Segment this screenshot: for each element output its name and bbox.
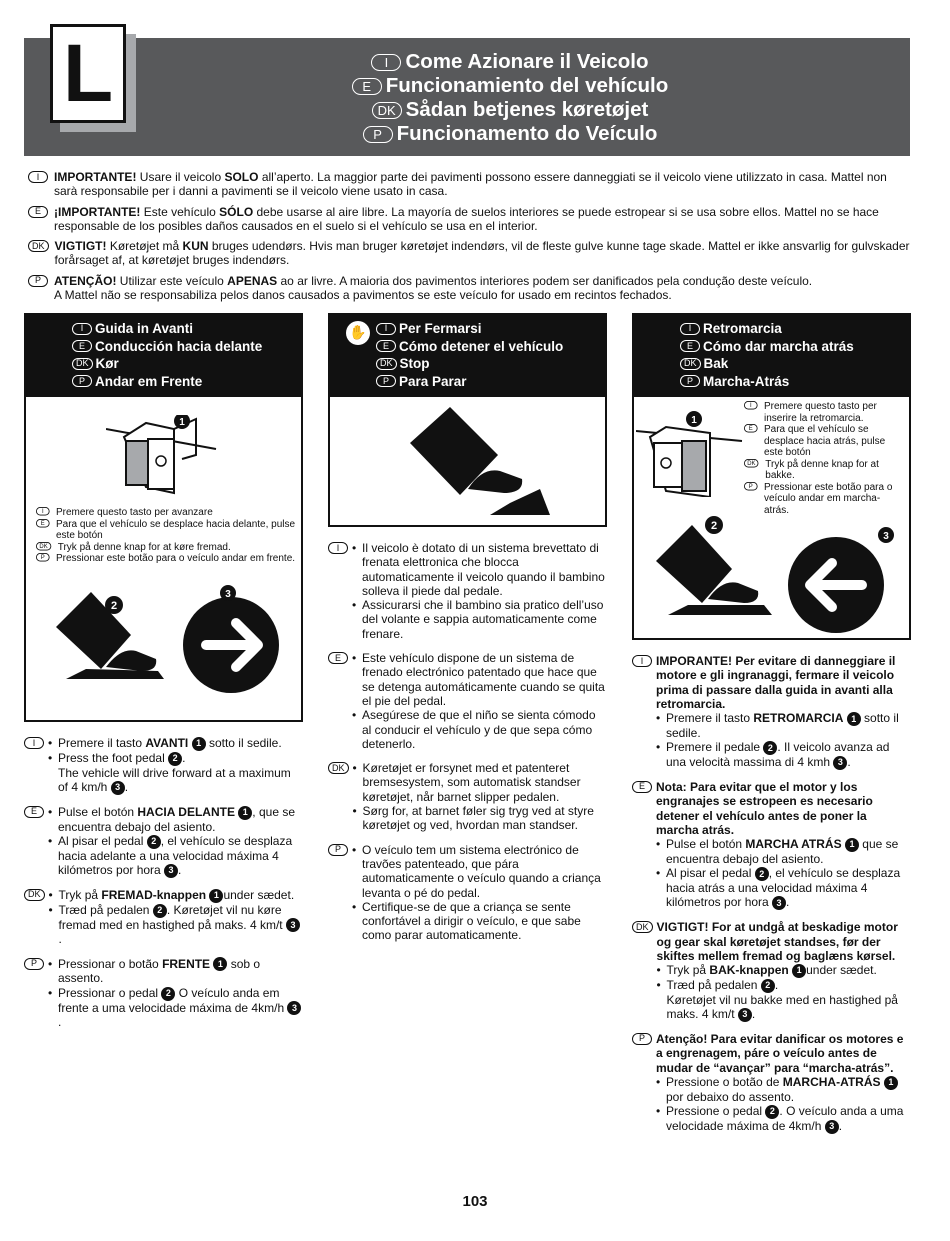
- caption-item: [744, 424, 904, 459]
- title-text: Funcionamiento del vehículo: [385, 74, 669, 97]
- emphasis-text: ATENÇÃO!: [54, 273, 117, 288]
- lang-badge: P: [36, 553, 50, 562]
- emphasis-text: MARCHA ATRÁS: [745, 837, 842, 852]
- instruction-list: [656, 711, 911, 770]
- instruction-block: [328, 651, 607, 751]
- heading-text: Andar em Frente: [95, 373, 203, 389]
- emphasis-text: FRENTE: [162, 956, 211, 971]
- pedal-icon: [400, 403, 560, 521]
- column-forward: [24, 313, 303, 1040]
- emphasis-text: APENAS: [227, 273, 278, 288]
- instruction-list: [657, 963, 911, 1022]
- emphasis-text: VIGTIGT!: [54, 239, 107, 254]
- lang-badge: E: [24, 806, 44, 818]
- step-number-icon: 1: [884, 1076, 898, 1090]
- lang-badge: E: [744, 424, 758, 433]
- lang-badge: DK: [36, 542, 51, 551]
- title-row: [300, 50, 720, 74]
- instruction-block: [632, 1032, 911, 1134]
- lang-badge: E: [376, 340, 396, 352]
- step-number-icon: 2: [161, 987, 175, 1001]
- lang-badge: I: [680, 323, 700, 335]
- step-number-icon: 3: [772, 896, 786, 910]
- instruction-content: [352, 541, 607, 641]
- instruction-block: [24, 957, 303, 1030]
- instruction-item: • Premere il tasto RETROMARCIA 1 sotto il sedile.: [656, 711, 911, 740]
- step-number-icon: 1: [213, 957, 227, 971]
- emphasis-text: AVANTI: [145, 736, 189, 750]
- instruction-item: • Pressione o botão de MARCHA-ATRÁS 1 por debaixo do assento.: [656, 1075, 911, 1104]
- instruction-content: [352, 843, 607, 943]
- column-heading: [328, 313, 607, 397]
- instruction-item: • Pressionar o pedal 2 O veículo anda em frente a uma velocidade máxima de 4km/h 3.: [48, 986, 303, 1030]
- svg-text:1: 1: [691, 415, 697, 426]
- lang-badge: E: [36, 519, 50, 528]
- lang-badge: DK: [680, 358, 701, 370]
- step-number-icon: 3: [833, 756, 847, 770]
- instruction-item: • Il veicolo è dotato di un sistema brevettato di frenata elettronica che blocca automaticamente il veicolo quando il bambino solleva il piede dal pedale.: [352, 541, 607, 598]
- caption-item: [744, 482, 904, 517]
- instruction-lead: VIGTIGT! For at undgå at beskadige motor og gear skal køretøjet standses, før der skiftes mellem fremad og baglæns kørsel.: [656, 920, 898, 963]
- hand-stop-icon: ✋: [346, 321, 370, 345]
- instruction-item: • Assicurarsi che il bambino sia pratico dell’uso del volante e sappia automaticamente come frenare.: [352, 598, 607, 641]
- warning-text: IMPORTANTE! Usare il veicolo SOLO all’aperto. La maggior parte dei pavimenti possono essere danneggiati se il veicolo viene utilizzato in casa. Mattel non sarà responsabile per i danni a pavimenti se il veicolo viene usato in casa.: [54, 170, 887, 199]
- instruction-list: [352, 541, 607, 641]
- heading-text: Conducción hacia delante: [95, 338, 263, 354]
- instruction-content: [656, 654, 911, 770]
- warning-text: VIGTIGT! Køretøjet må KUN bruges udendørs. Hvis man bruger køretøjet indendørs, vil de fleste gulve kunne tage skade. Mattel er ikke ansvarlig for gulvskader forårsaget af, at køretøjet bruges indendørs.: [54, 239, 910, 268]
- title-row: [300, 122, 720, 146]
- step-number-icon: 2: [168, 752, 182, 766]
- lang-badge: E: [28, 206, 48, 218]
- heading-row: [376, 355, 607, 373]
- lang-badge: I: [744, 401, 758, 410]
- instruction-item: • Køretøjet er forsynet med et patenteret bremsesystem, som automatisk standser køretøjet, når barnet slipper pedalen.: [353, 761, 607, 804]
- instruction-item: • Al pisar el pedal 2 , el vehículo se desplaza hacia adelante a una velocidad máxima 4 kilómetros por hora 3 .: [48, 834, 303, 878]
- lang-badge: DK: [744, 459, 759, 468]
- stop-instructions: [328, 541, 607, 943]
- instruction-content: [48, 957, 303, 1030]
- instruction-item: • Certifique-se de que a criança se sente confortável a dirigir o veículo, e que sabe como parar automaticamente.: [352, 900, 607, 943]
- reverse-illustration: [632, 397, 911, 640]
- emphasis-text: SÓLO: [219, 204, 254, 219]
- instruction-item: • Pulse el botón HACIA DELANTE 1 , que se encuentra debajo del asiento.: [48, 805, 303, 834]
- reverse-instructions: [632, 654, 911, 1134]
- caption-text: Pressionar este botão para o veículo andar em marcha-atrás.: [764, 481, 893, 516]
- heading-row: [680, 320, 911, 338]
- instruction-list: [656, 1075, 911, 1134]
- instruction-item: • Pressionar o botão FRENTE 1 sob o assento.: [48, 957, 303, 986]
- step-number-icon: 2: [763, 741, 777, 755]
- instruction-item: • Asegúrese de que el niño se sienta cómodo al conducir el vehículo y de que sepa cómo detenerlo.: [352, 708, 607, 751]
- lang-badge: DK: [632, 921, 653, 933]
- instruction-content: [353, 761, 607, 832]
- emphasis-text: KUN: [182, 239, 209, 254]
- lang-badge: I: [632, 655, 652, 667]
- lang-badge: E: [72, 340, 92, 352]
- column-stop: [328, 313, 607, 953]
- lang-badge: I: [28, 171, 48, 183]
- caption-item: [36, 542, 296, 554]
- instruction-item: • O veículo tem um sistema electrónico de travões patenteado, que pára automaticamente o veículo quando a criança levanta o pé do pedal.: [352, 843, 607, 900]
- svg-text:2: 2: [110, 600, 118, 612]
- lang-badge: I: [24, 737, 44, 749]
- heading-text: Cómo detener el vehículo: [399, 338, 564, 354]
- instruction-block: [24, 736, 303, 795]
- instruction-list: [352, 843, 607, 943]
- caption-text: Premere questo tasto per avanzare: [56, 507, 213, 518]
- instruction-item: • Træd på pedalen 2 . Køretøjet vil nu bakke med en hastighed på maks. 4 km/t 3 .: [657, 978, 911, 1022]
- section-letter: L: [50, 24, 126, 123]
- title-row: [300, 74, 720, 98]
- pedal-icon: [46, 587, 176, 687]
- instruction-item: • Træd på pedalen 2 . Køretøjet vil nu køre fremad med en hastighed på maks. 4 km/t 3.: [49, 903, 303, 947]
- svg-text:3: 3: [225, 589, 231, 600]
- forward-captions: [36, 507, 296, 565]
- warning-item: [28, 274, 910, 303]
- arrow-right-icon: [176, 585, 286, 695]
- step-number-icon: 2: [147, 835, 161, 849]
- heading-text: Bak: [703, 356, 729, 371]
- lang-badge: I: [328, 542, 348, 554]
- heading-text: Guida in Avanti: [95, 321, 194, 336]
- lang-badge: E: [352, 78, 382, 95]
- instruction-item: • Sørg for, at barnet føler sig tryg ved at styre køretøjet og ved, hvordan man standser.: [353, 804, 607, 833]
- heading-row: [376, 320, 607, 338]
- instruction-block: [328, 541, 607, 641]
- caption-text: Para que el vehículo se desplace hacia delante, pulse este botón: [56, 518, 296, 541]
- forward-instructions: [24, 736, 303, 1030]
- instruction-lead: IMPORANTE! Per evitare di danneggiare il motore e gli ingranaggi, fermare il veicolo prima di passare dalla guida in avanti alla retromarcia.: [656, 654, 896, 711]
- instruction-item: • Pulse el botón MARCHA ATRÁS 1 que se encuentra debajo del asiento.: [656, 837, 911, 866]
- warning-text: ¡IMPORTANTE! Este vehículo SÓLO debe usarse al aire libre. La mayoría de suelos interiores se puede estropear si se usa sobre ellos. Mattel no se hace responsable de los posibles daños causados en el suelo si el vehículo se usa en el interior.: [54, 204, 879, 233]
- heading-text: Stop: [399, 356, 430, 371]
- forward-illustration: [24, 397, 303, 722]
- title-text: Come Azionare il Veicolo: [405, 50, 649, 73]
- lang-badge: P: [72, 375, 92, 387]
- lang-badge: P: [363, 126, 393, 143]
- instruction-item: • Este vehículo dispone de un sistema de frenado electrónico patentado que hace que se detenga automáticamente cuando se quita el pie del pedal.: [352, 651, 607, 708]
- emphasis-text: IMPORTANTE!: [54, 170, 137, 184]
- caption-text: Premere questo tasto per inserire la retromarcia.: [764, 401, 877, 424]
- instruction-list: [48, 736, 303, 795]
- lang-badge: E: [680, 340, 700, 352]
- lang-badge: I: [72, 323, 92, 335]
- lang-badge: E: [328, 652, 348, 664]
- heading-row: [72, 338, 303, 356]
- title-text: Funcionamento do Veículo: [396, 122, 658, 145]
- instruction-list: [352, 651, 607, 751]
- warning-item: [28, 170, 910, 199]
- lang-badge: P: [28, 275, 48, 287]
- heading-text: Cómo dar marcha atrás: [703, 338, 854, 354]
- reverse-captions: [744, 401, 904, 516]
- column-heading: [24, 313, 303, 397]
- caption-text: Pressionar este botão para o veículo andar em frente.: [56, 553, 296, 564]
- heading-text: Retromarcia: [703, 321, 782, 336]
- instruction-list: [48, 957, 303, 1030]
- lang-badge: I: [376, 323, 396, 335]
- instruction-block: [632, 920, 911, 1022]
- caption-item: [744, 401, 904, 424]
- step-number-icon: 3: [286, 918, 300, 932]
- instruction-item: • Press the foot pedal 2 . The vehicle will drive forward at a maximum of 4 km/h 3 .: [48, 751, 303, 795]
- button-switch-icon: [636, 407, 744, 497]
- instruction-item: • Premere il pedale 2 . Il veicolo avanza ad una velocità massima di 4 kmh 3 .: [656, 740, 911, 770]
- svg-text:2: 2: [710, 520, 718, 532]
- instruction-content: [656, 1032, 911, 1134]
- step-number-icon: 3: [164, 864, 178, 878]
- heading-row: [72, 320, 303, 338]
- instruction-block: [632, 780, 911, 910]
- instruction-item: • Al pisar el pedal 2 , el vehículo se desplaza hacia atrás a una velocidad máxima 4 kilómetros por hora 3 .: [656, 866, 911, 910]
- caption-text: Para que el vehículo se desplace hacia atrás, pulse este botón: [764, 424, 886, 458]
- step-number-icon: 2: [755, 867, 769, 881]
- lang-badge: P: [376, 375, 396, 387]
- lang-badge: DK: [24, 889, 45, 901]
- lang-badge: P: [680, 375, 700, 387]
- emphasis-text: SOLO: [224, 170, 259, 184]
- step-number-icon: 3: [738, 1008, 752, 1022]
- step-number-icon: 2: [761, 979, 775, 993]
- lang-badge: DK: [28, 240, 49, 252]
- svg-text:3: 3: [883, 531, 889, 542]
- heading-text: Per Fermarsi: [399, 321, 482, 336]
- page-number: 103: [462, 1193, 488, 1210]
- lang-badge: P: [744, 482, 758, 491]
- step-number-icon: 3: [111, 781, 125, 795]
- warnings-section: [28, 170, 910, 308]
- arrow-left-icon: [782, 527, 902, 637]
- instruction-content: [656, 780, 911, 910]
- pedal-icon: [648, 515, 778, 625]
- lang-badge: I: [371, 54, 401, 71]
- column-heading: [632, 313, 911, 397]
- emphasis-text: ¡IMPORTANTE!: [54, 204, 141, 219]
- lang-badge: P: [328, 844, 348, 856]
- lang-badge: DK: [328, 762, 349, 774]
- instruction-list: [656, 837, 911, 910]
- emphasis-text: HACIA DELANTE: [137, 804, 235, 819]
- lang-badge: P: [632, 1033, 652, 1045]
- button-switch-icon: [106, 415, 236, 495]
- instruction-content: [657, 920, 911, 1022]
- instruction-content: [48, 805, 303, 878]
- emphasis-text: RETROMARCIA: [753, 711, 844, 726]
- emphasis-text: FREMAD-knappen: [101, 887, 207, 902]
- instruction-item: • Premere il tasto AVANTI 1 sotto il sedile.: [48, 736, 303, 751]
- caption-item: [744, 459, 904, 482]
- instruction-content: [352, 651, 607, 751]
- heading-text: Marcha-Atrás: [703, 373, 790, 389]
- column-reverse: [632, 313, 911, 1144]
- title-text: Sådan betjenes køretøjet: [405, 98, 649, 121]
- lang-badge: DK: [376, 358, 397, 370]
- step-number-icon: 2: [153, 904, 167, 918]
- emphasis-text: MARCHA-ATRÁS: [782, 1074, 881, 1089]
- heading-text: Para Parar: [399, 373, 467, 389]
- caption-item: [36, 519, 296, 542]
- warning-item: [28, 239, 910, 268]
- instruction-list: [49, 888, 303, 947]
- heading-row: [680, 338, 911, 356]
- instruction-lead: Nota: Para evitar que el motor y los engranajes se estropeen es necesario detener el vehículo antes de poner la marcha atrás.: [656, 779, 873, 837]
- warning-item: [28, 205, 910, 234]
- step-number-icon: 1: [792, 964, 806, 978]
- lang-badge: DK: [72, 358, 93, 370]
- step-number-icon: 1: [192, 737, 206, 751]
- instruction-list: [48, 805, 303, 878]
- instruction-item: • Tryk på FREMAD-knappen 1 under sædet.: [49, 888, 303, 903]
- svg-text:1: 1: [179, 417, 185, 428]
- warning-text: ATENÇÃO! Utilizar este veículo APENAS ao ar livre. A maioria dos pavimentos interiores podem ser danificados pela condução deste veículo. A Mattel não se responsabiliza pelos danos causados a pavimentos se este veículo for usado em recintos fechados.: [54, 273, 813, 303]
- heading-row: [376, 373, 607, 391]
- step-number-icon: 1: [847, 712, 861, 726]
- instruction-block: [24, 888, 303, 947]
- step-number-icon: 3: [287, 1001, 301, 1015]
- emphasis-text: BAK-knappen: [709, 963, 789, 978]
- instruction-block: [328, 843, 607, 943]
- step-number-icon: 2: [765, 1105, 779, 1119]
- lang-badge: I: [36, 507, 50, 516]
- instruction-item: • Pressione o pedal 2 . O veículo anda a uma velocidade máxima de 4km/h 3 .: [656, 1104, 911, 1134]
- title-row: [300, 98, 720, 122]
- step-number-icon: 1: [238, 806, 252, 820]
- lang-badge: E: [632, 781, 652, 793]
- heading-row: [376, 338, 607, 356]
- step-number-icon: 1: [209, 889, 223, 903]
- instruction-block: [24, 805, 303, 878]
- heading-row: [680, 373, 911, 391]
- heading-row: [680, 355, 911, 373]
- lang-badge: P: [24, 958, 44, 970]
- page-titles: [300, 50, 720, 146]
- instruction-list: [353, 761, 607, 832]
- instruction-block: [328, 761, 607, 832]
- caption-item: [36, 507, 296, 519]
- instruction-block: [632, 654, 911, 770]
- caption-text: Tryk på denne knap for at bakke.: [765, 458, 879, 481]
- heading-row: [72, 373, 303, 391]
- step-number-icon: 1: [845, 838, 859, 852]
- step-number-icon: 3: [825, 1120, 839, 1134]
- lang-badge: DK: [372, 102, 402, 119]
- instruction-lead: Atenção! Para evitar danificar os motores e a engrenagem, páre o veículo antes de mudar de “avançar” para “marcha-atrás”.: [656, 1031, 904, 1075]
- instruction-content: [49, 888, 303, 947]
- caption-item: [36, 553, 296, 565]
- instruction-content: [48, 736, 303, 795]
- stop-illustration: [328, 397, 607, 527]
- caption-text: Tryk på denne knap for at køre fremad.: [57, 541, 231, 553]
- instruction-item: • Tryk på BAK-knappen 1 under sædet.: [657, 963, 911, 978]
- heading-row: [72, 355, 303, 373]
- heading-text: Kør: [95, 356, 119, 371]
